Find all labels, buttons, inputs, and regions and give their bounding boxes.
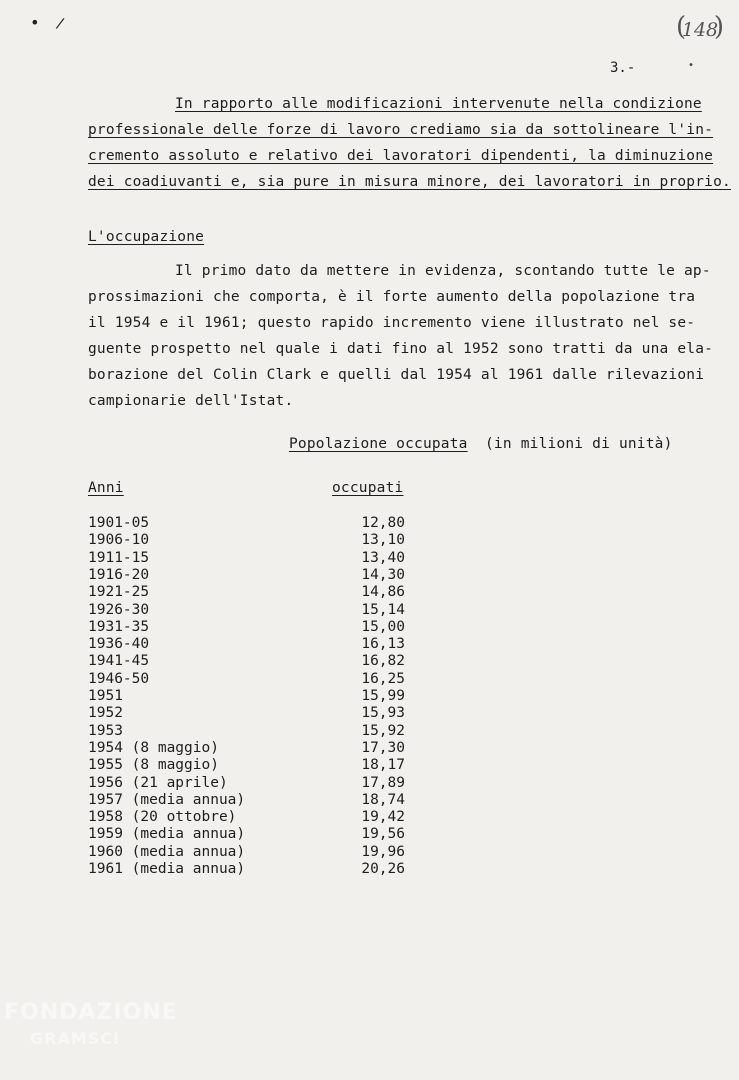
table-row-year: 1911-15 [88,549,150,566]
table-row-year: 1953 [88,722,123,739]
table-row-value: 18,17 [361,757,405,774]
table-row-value: 17,30 [361,739,405,756]
table-row-value: 19,42 [361,809,405,826]
margin-slash: / [54,15,67,33]
margin-dot-right: • [688,60,695,71]
table-row-year: 1921-25 [88,584,150,601]
table-row-value: 13,10 [361,532,405,549]
table-row-year: 1946-50 [88,670,150,687]
table-row-year: 1952 [88,705,123,722]
watermark-line-1: FONDAZIONE [4,1000,178,1025]
table-row-year: 1931-35 [88,618,150,635]
intro-line-2: professionale delle forze di lavoro crediamo sia da sottolineare l'in- [88,122,714,138]
table-row-year: 1960 (media annua) [88,843,246,860]
intro-line-4: dei coadiuvanti e, sia pure in misura minore, dei lavoratori in proprio. [88,174,731,190]
table-row-year: 1957 (media annua) [88,791,246,808]
table-row-year: 1958 (20 ottobre) [88,809,237,826]
table-row-value: 15,14 [361,601,405,618]
watermark-line-2: GRAMSCI [30,1029,120,1048]
column-header-years: Anni [88,480,124,496]
table-row-year: 1959 (media annua) [88,826,246,843]
table-row-value: 16,13 [361,636,405,653]
table-subtitle: (in milioni di unità) [485,436,673,452]
table-row-value: 14,86 [361,584,405,601]
page-number: 3.- [610,60,636,76]
table-row-year: 1961 (media annua) [88,861,246,877]
table-row-value: 19,56 [361,826,405,843]
section-line-3: il 1954 e il 1961; questo rapido incremento viene illustrato nel se- [88,315,696,331]
table-row-value: 16,25 [361,670,405,687]
table-row-year: 1956 (21 aprile) [88,774,228,791]
table-row-year: 1936-40 [88,636,150,653]
intro-line-3: cremento assoluto e relativo dei lavoratori dipendenti, la diminuzione [88,148,714,164]
section-line-4: guente prospetto nel quale i dati fino al 1952 sono tratti da una ela- [88,341,714,357]
archive-number: ( 148 ) [678,12,722,48]
table-row-value: 19,96 [361,843,405,860]
table-row-value: 20,26 [361,861,405,877]
margin-dot: • [30,13,40,32]
watermark [4,1000,179,1072]
table-row-value: 15,93 [361,705,405,722]
table-row-year: 1954 (8 maggio) [88,739,219,756]
table-row-year: 1906-10 [88,532,150,549]
table-row-value: 15,00 [361,618,405,635]
section-line-2: prossimazioni che comporta, è il forte aumento della popolazione tra [88,289,696,305]
table-row-year: 1901-05 [88,515,150,531]
table-row-year: 1955 (8 maggio) [88,757,219,774]
table-row-value: 13,40 [361,549,405,566]
table-row-value: 15,99 [361,688,405,704]
section-line-1: Il primo dato da mettere in evidenza, scontando tutte le ap- [175,263,711,279]
intro-line-1: In rapporto alle modificazioni intervenute nella condizione [175,96,702,112]
table-row-year: 1926-30 [88,601,150,618]
column-header-employed: occupati [332,480,404,496]
section-line-5: borazione del Colin Clark e quelli dal 1954 al 1961 dalle rilevazioni [88,367,705,383]
table-row-value: 17,89 [361,774,405,791]
section-line-6: campionarie dell'Istat. [88,393,294,409]
table-row-value: 12,80 [361,515,405,531]
table-row-value: 15,92 [361,722,405,739]
table-row-value: 16,82 [361,653,405,670]
table-row-value: 18,74 [361,791,405,808]
section-heading: L'occupazione [88,229,205,245]
table-row-year: 1916-20 [88,566,150,583]
table-row-value: 14,30 [361,566,405,583]
table-row-year: 1951 [88,688,123,704]
table-row-year: 1941-45 [88,653,150,670]
table-title: Popolazione occupata [289,436,468,452]
